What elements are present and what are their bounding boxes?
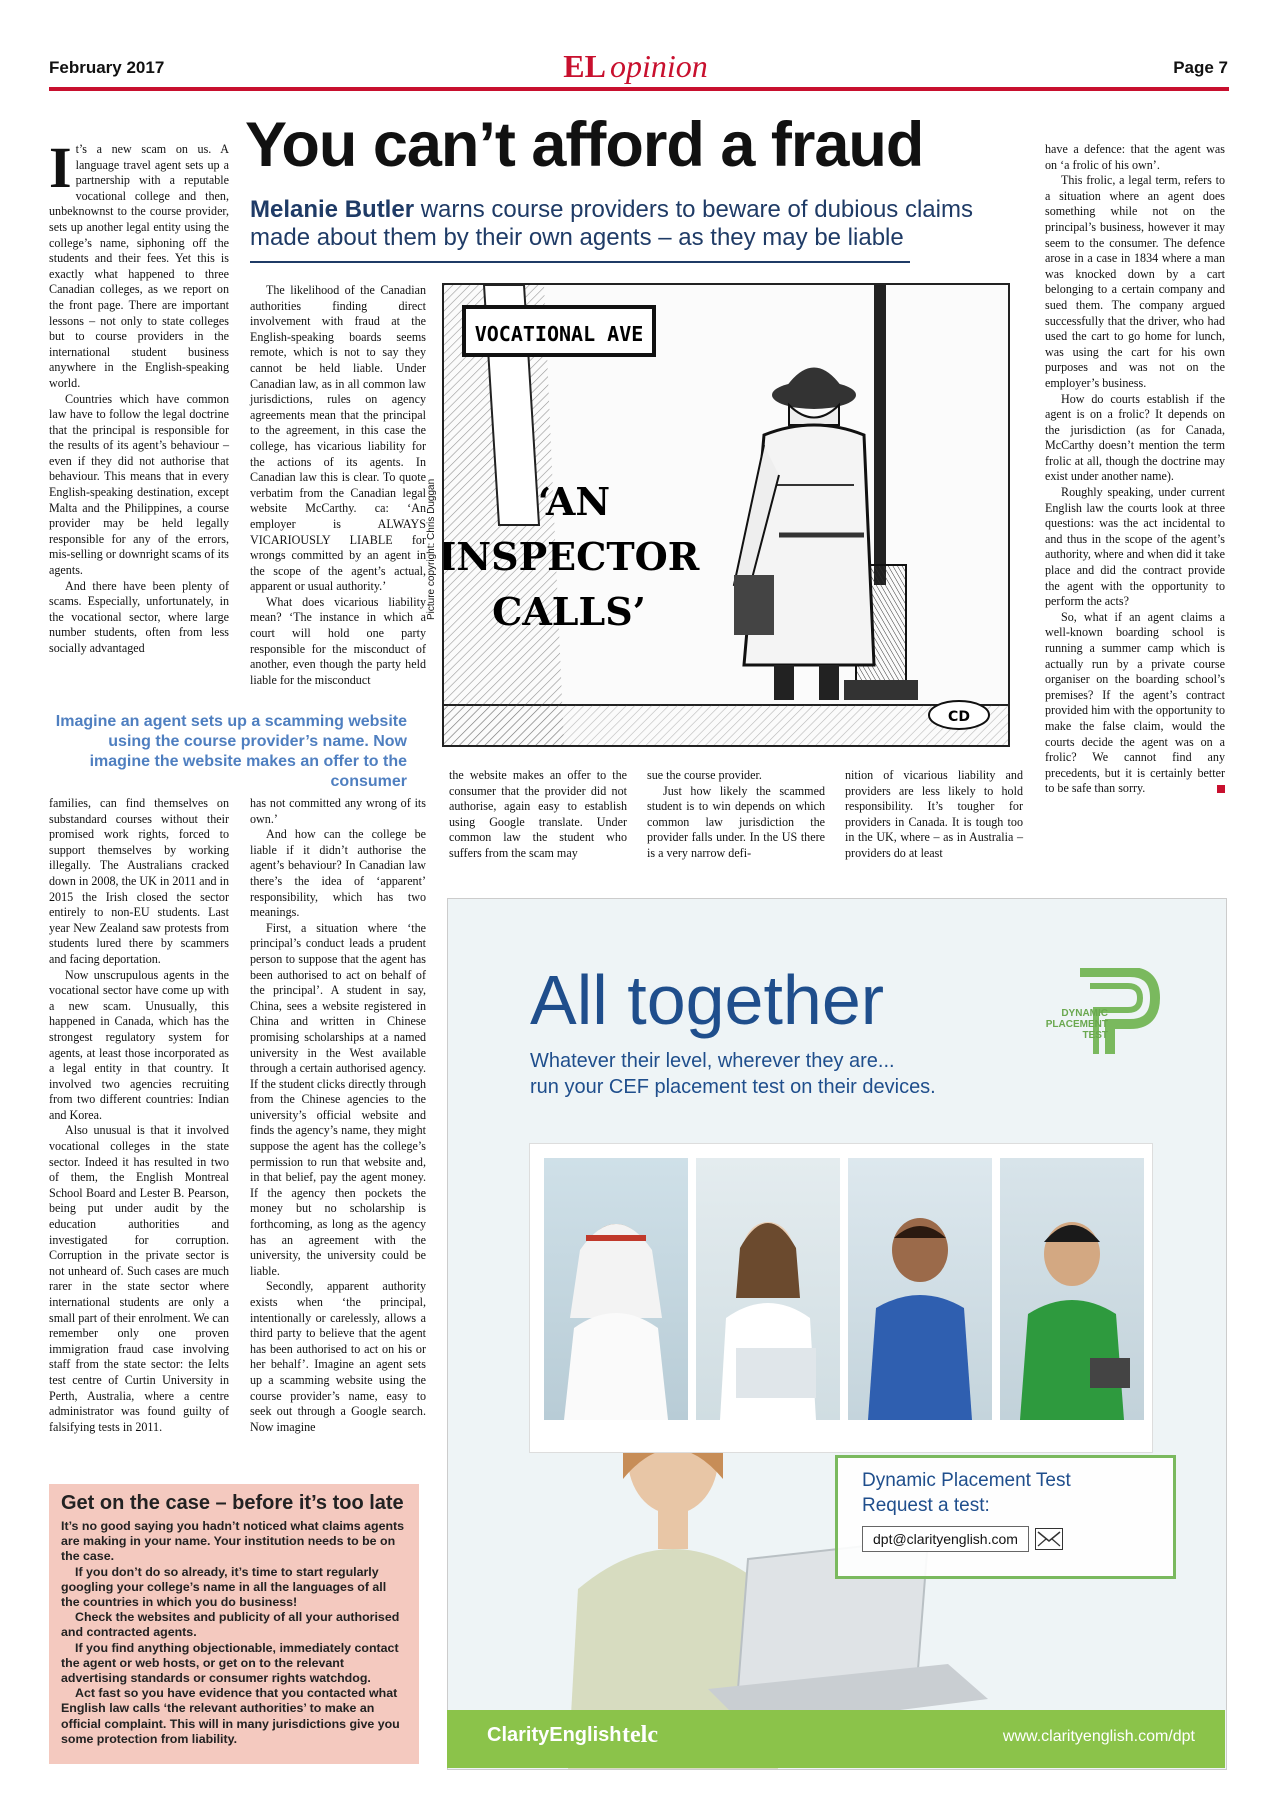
- paragraph: Roughly speaking, under current English law the courts look at three questions: was the act incidental to and thus in the scope of the agent’s authority, where and when did it take place and did the contract provide the agent with the opportunity to perform the acts?: [1045, 485, 1225, 609]
- paragraph: Now unscrupulous agents in the vocational sector have come up with a new scam. Unusually, this happened in Canada, which has the strongest regulatory system for agents, at least those incorporated as a legal entity in that country. It involved two agencies recruiting from two different countries: Indian and Korea.: [49, 967, 229, 1122]
- cartoon-illustration: [442, 283, 1010, 747]
- page-number: Page 7: [1173, 58, 1228, 77]
- paragraph: This frolic, a legal term, refers to a situation where an agent does something while not on the principal’s business, however it may seem to the consumer. The defence arose in a case in 1834 where a man was knocked down by a cart belonging to a certain company and sued them. The company argued successfully that the driver, who had used the cart to go home for lunch, was using the cart for his own purposes and was not on the employer’s business.: [1045, 173, 1225, 390]
- paragraph: families, can find themselves on substandard courses without their promised work rights, forced to support themselves by working illegally. The Australians cracked down in 2008, the UK in 2011 and in 2015 the Irish closed the sector entirely to non-EU students. Last year New Zealand saw protests from students lured there by scammers and facing deportation.: [49, 796, 229, 966]
- clarity-brand: ClarityEnglish: [487, 1724, 622, 1746]
- student-icon: [1000, 1158, 1144, 1420]
- paragraph: has not committed any wrong of its own.’: [250, 796, 426, 826]
- deck-rule: [250, 261, 910, 263]
- cartoonist-initials: CD: [948, 709, 970, 725]
- paragraph: And how can the college be liable if it didn’t authorise the agent’s behaviour? In Canadian law there’s the idea of ‘apparent’ responsibility, which has two meanings.: [250, 827, 426, 920]
- end-mark: [1217, 785, 1225, 793]
- issue-date: February 2017: [49, 58, 165, 77]
- sidebar-paragraph: If you don’t do so already, it’s time to start regularly googling your college’s name in all the languages of all the countries in which you do business!: [61, 1564, 387, 1610]
- column-mid-2: [647, 768, 825, 862]
- article-headline: You can’t afford a fraud: [245, 110, 924, 180]
- column-mid-3: [845, 768, 1023, 862]
- column-2: [250, 283, 426, 688]
- brand-el: EL: [563, 48, 606, 84]
- dpt-logo: [1010, 968, 1160, 1058]
- column-mid-1: [449, 768, 627, 862]
- cartoon-drawing: [444, 285, 1008, 745]
- dpt-logo-line: TEST: [1082, 1030, 1108, 1041]
- request-email-field[interactable]: dpt@clarityenglish.com: [862, 1526, 1029, 1552]
- paragraph: The likelihood of the Canadian authorities finding direct involvement with fraud at the English-speaking boards seems remote, which is not to say they cannot be held liable. Under Canadian law, as in all common law jurisdictions, rules on agency agreements mean that the principal to the agreement, in this case the college, has vicarious liability for the actions of its agents. In Canadian law this is clear. To quote verbatim from the Canadian legal website McCarthy. ca: ‘An employer is ALWAYS VICARIOUSLY LIABLE for wrongs committed by an agent in the scope of the agent’s actual, apparent or usual authority.’: [250, 283, 426, 594]
- paragraph: How do courts establish if the agent is on a frolic? It depends on the jurisdiction (as for Canada, McCarthy doesn’t mention the term frolic at all, though the doctrine may exist under another name).: [1045, 391, 1225, 484]
- request-subtitle: Request a test:: [862, 1495, 990, 1516]
- student-icon: [544, 1158, 688, 1420]
- pull-quote: Imagine an agent sets up a scamming website using the course provider’s name. Now imagine the website makes an offer to the consumer: [55, 713, 407, 790]
- article-deck: [250, 196, 990, 252]
- street-sign-text: VOCATIONAL AVE: [474, 322, 644, 346]
- paragraph: First, a situation where ‘the principal’s conduct leads a prudent person to suppose that the agent has been authorised to act on behalf of the principal’. A student in say, China, sees a website registered in China and written in Chinese promising scholarships at a named university in the West available through a certain authorised agency. If the student clicks directly through from the Chinese agencies to the university’s official website and finds the agency’s name, they might suppose the agent has the college’s permission to run that website and, in that belief, pay the agent money. If the agency then pockets the money but no scholarship is forthcoming, as long as the agency has an agreement with the university, the university could be liable.: [250, 920, 426, 1278]
- column-right: [1045, 142, 1225, 797]
- cartoon-caption-3: CALLS’: [492, 589, 646, 634]
- sidebar-paragraph: If you find anything objectionable, immediately contact the agent or web hosts, or get on to the relevant advertising standards or consumer rights watchdog.: [61, 1640, 399, 1686]
- telc-brand: telc: [622, 1722, 658, 1748]
- sidebar-title: Get on the case – before it’s too late: [61, 1492, 404, 1514]
- sidebar-paragraph: It’s no good saying you hadn’t noticed what claims agents are making in your name. Your institution needs to be on the case.: [61, 1519, 405, 1564]
- paragraph: sue the course provider.: [647, 768, 762, 782]
- sidebar-paragraph: Check the websites and publicity of all your authorised and contracted agents.: [61, 1610, 400, 1640]
- header-rule: [49, 87, 1229, 91]
- column-1: [49, 135, 229, 657]
- dpt-logo-line: DYNAMIC: [1061, 1008, 1108, 1019]
- drop-cap: I: [49, 135, 72, 200]
- sidebar-paragraph: Act fast so you have evidence that you contacted what English law calls ‘the relevant authorities’ to make an official complaint. This will in many jurisdictions give you some protection from liability.: [61, 1686, 400, 1746]
- request-title: Dynamic Placement Test: [862, 1470, 1071, 1491]
- photo-student-3: [848, 1158, 992, 1420]
- column-3: [49, 796, 229, 1435]
- paragraph: nition of vicarious liability and providers are less likely to hold responsibility. It’s tougher for providers in Canada. It is tough too in the UK, where – as in Australia – providers do at least: [845, 768, 1023, 860]
- ad-title: All together: [530, 961, 885, 1039]
- paragraph: Countries which have common law have to follow the legal doctrine that the principal is responsible for the results of its agent’s behaviour – even if they did not authorise that behaviour. This means that in every English-speaking destination, except Malta and the Philippines, a course provider may be held legally responsible for any of the errors, mis-selling or downright scams of its agents.: [49, 391, 229, 578]
- paragraph: Just how likely the scammed student is to win depends on which common law jurisdiction the provider falls under. In the US there is a very narrow defi-: [647, 783, 825, 860]
- paragraph: Secondly, apparent authority exists when ‘the principal, intentionally or carelessly, allows a third party to believe that the agent has been authorised to act on his or her behalf’. Imagine an agent sets up a scamming website using the course provider’s name, easy to seek out through a Google search. Now imagine: [250, 1279, 426, 1434]
- paragraph: the website makes an offer to the consumer that the provider did not authorise, again easy to establish using Google translate. Under common law the student who suffers from the scam may: [449, 768, 627, 860]
- paragraph: What does vicarious liability mean? ‘The instance in which a court will hold one party responsible for the misconduct of another, even though the party held liable for the misconduct: [250, 594, 426, 687]
- ad-footer: [447, 1710, 1225, 1768]
- brand-opinion: opinion: [609, 48, 708, 84]
- student-icon: [848, 1158, 992, 1420]
- cartoon-caption-1: ‘AN: [537, 479, 611, 524]
- sidebar-box: [49, 1484, 419, 1764]
- paragraph: have a defence: that the agent was on ‘a frolic of his own’.: [1045, 142, 1225, 172]
- deck-author: Melanie Butler: [250, 196, 415, 223]
- dpt-logo-line: PLACEMENT: [1045, 1019, 1108, 1030]
- deck-text: warns course providers to beware of dubious claims made about them by their own agents – as they may be liable: [250, 196, 973, 251]
- section-masthead: [0, 48, 1271, 85]
- ad-subtitle-line: Whatever their level, wherever they are...: [530, 1050, 895, 1072]
- photo-student-4: [1000, 1158, 1144, 1420]
- cartoon-caption-2: INSPECTOR: [444, 534, 700, 579]
- photo-student-1: [544, 1158, 688, 1420]
- paragraph: And there have been plenty of scams. Especially, unfortunately, in the vocational sector, where large number students, often from less socially advantaged: [49, 578, 229, 655]
- ad-request-box: [835, 1455, 1176, 1579]
- paragraph: So, what if an agent claims a well-known boarding school is running a summer camp which is actually run by a private course organiser on the boarding school’s premises? If the agent’s contract provided him with the opportunity to make the false claim, would the courts decide the agent was on a frolic? We cannot find any precedents, but it is certainly better to be safe than sorry.: [1045, 609, 1225, 796]
- ad-subtitle: [530, 1048, 936, 1100]
- student-icon: [696, 1158, 840, 1420]
- paragraph: Also unusual is that it involved vocational colleges in the state sector. Indeed it has resulted in two of them, the English Montreal School Board and Lester B. Pearson, being put under audit by the education authorities and investigated for corruption. Corruption in the private sector is not unheard of. Such cases are much rarer in the state sector where international students are only a small part of their enrolment. We can remember only one proven immigration fraud case involving staff from the state sector: the Ielts test centre of Curtin University in Perth, Australia, where a centre administrator was found guilty of falsifying tests in 2011.: [49, 1123, 229, 1434]
- ad-url-link[interactable]: www.clarityenglish.com/dpt: [1002, 1728, 1195, 1745]
- paragraph: t’s a new scam on us. A language travel agent sets up a partnership with a reputable vocational college and then, unbeknownst to the course provider, sets up another legal entity using the college’s name, siphoning off the students and their fees. Yet this is exactly what happened to three Canadian colleges, as we report on the front page. There are important lessons – not only to state colleges but to course providers in the international student business anywhere in the English-speaking world.: [49, 142, 229, 390]
- ad-photo-window: [530, 1144, 1152, 1452]
- picture-credit: Picture copyright: Chris Duggan: [426, 478, 437, 620]
- photo-student-2: [696, 1158, 840, 1420]
- envelope-icon[interactable]: [1035, 1528, 1063, 1550]
- ad-subtitle-line: run your CEF placement test on their devices.: [530, 1076, 936, 1098]
- column-4: [250, 796, 426, 1435]
